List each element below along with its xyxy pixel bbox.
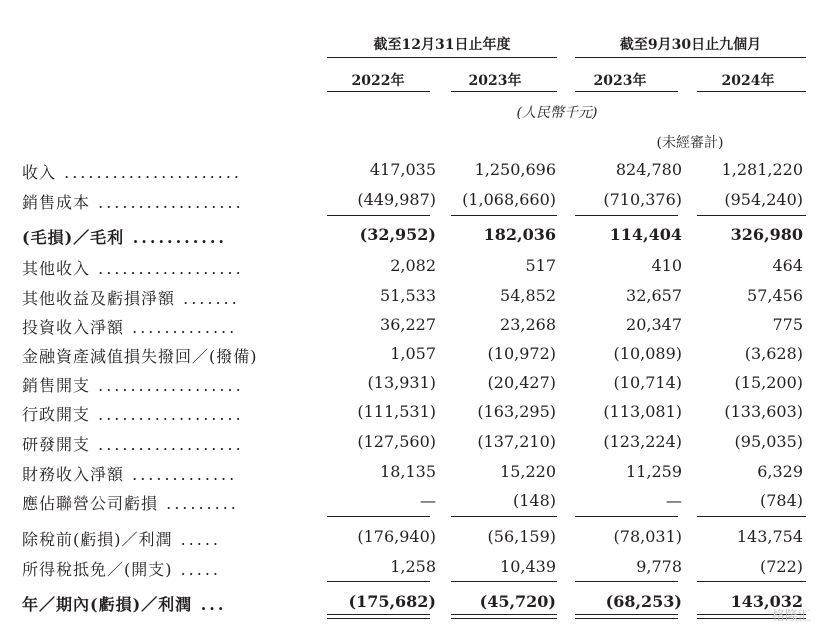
cell-value: 11,259 — [626, 462, 682, 481]
unaudited-note: (未經審計) — [656, 135, 724, 151]
cell-value: (148) — [512, 491, 556, 510]
subtotal-rule — [327, 215, 430, 216]
row-label-text: (毛損)／毛利 — [22, 228, 125, 247]
total-double-rule — [327, 618, 430, 619]
cell-value: 326,980 — [730, 225, 803, 244]
cell-value: 2,082 — [390, 256, 436, 275]
cell-value: 143,032 — [730, 592, 803, 611]
cell-value: 1,057 — [390, 344, 436, 363]
row-label-text: 研發開支 — [22, 435, 91, 454]
cell-value: (32,952) — [359, 225, 436, 244]
cell-value: (10,089) — [613, 344, 682, 363]
cell-value: 143,754 — [736, 527, 803, 546]
cell-value: 114,404 — [609, 225, 682, 244]
currency-unit: (人民幣千元) — [516, 105, 598, 121]
cell-value: (449,987) — [357, 190, 436, 209]
cell-value: 1,258 — [390, 557, 436, 576]
leader-dots: ........... — [124, 228, 227, 247]
subtotal-rule — [327, 581, 430, 582]
cell-value: (163,295) — [477, 402, 556, 421]
leader-dots: .................. — [90, 405, 244, 424]
total-double-rule — [575, 614, 678, 615]
row-label-text: 其他收益及虧損淨額 — [22, 289, 176, 308]
year-header: 2023年 — [593, 73, 647, 89]
row-label — [22, 592, 226, 615]
row-label — [22, 462, 237, 485]
row-label-text: 金融資產減值損失撥回／(撥備) — [22, 347, 258, 366]
leader-dots: ..... — [172, 530, 222, 549]
cell-value: 10,439 — [500, 557, 556, 576]
cell-value: 410 — [651, 256, 682, 275]
cell-value: 775 — [772, 315, 803, 334]
cell-value: (68,253) — [605, 592, 682, 611]
subtotal-rule — [451, 215, 557, 216]
watermark-text: 格隆汇 — [772, 609, 812, 624]
leader-dots: .................. — [90, 193, 244, 212]
subtotal-rule — [451, 516, 557, 517]
cell-value: (56,159) — [487, 527, 556, 546]
subtotal-rule — [575, 215, 678, 216]
row-label — [22, 286, 240, 309]
cell-value: 20,347 — [626, 315, 682, 334]
cell-value: 54,852 — [500, 286, 556, 305]
cell-value: (3,628) — [744, 344, 803, 363]
year-header: 2022年 — [351, 73, 405, 89]
row-label-text: 年／期內(虧損)／利潤 — [22, 595, 193, 614]
leader-dots: .................. — [90, 259, 244, 278]
row-label-text: 行政開支 — [22, 405, 91, 424]
leader-dots: .................. — [90, 376, 244, 395]
column-group-header: 截至9月30日止九個月 — [619, 37, 762, 53]
cell-value: (176,940) — [357, 527, 436, 546]
subtotal-rule — [575, 516, 678, 517]
cell-value: 1,250,696 — [474, 160, 556, 179]
leader-dots: ............. — [124, 465, 238, 484]
year-header-rule — [327, 91, 430, 92]
cell-value: — — [666, 491, 682, 510]
leader-dots: ..... — [172, 560, 222, 579]
cell-value: (10,972) — [487, 344, 556, 363]
row-label-text: 財務收入淨額 — [22, 465, 125, 484]
row-label-text: 應佔聯營公司虧損 — [22, 494, 159, 513]
cell-value: 517 — [525, 256, 556, 275]
subtotal-rule — [697, 215, 806, 216]
cell-value: (784) — [759, 491, 803, 510]
cell-value: (10,714) — [613, 373, 682, 392]
cell-value: 36,227 — [380, 315, 436, 334]
cell-value: (123,224) — [603, 432, 682, 451]
cell-value: 57,456 — [747, 286, 803, 305]
leader-dots: ......... — [158, 494, 239, 513]
leader-dots: ............. — [124, 318, 238, 337]
cell-value: 9,778 — [636, 557, 682, 576]
row-label-text: 其他收入 — [22, 259, 91, 278]
leader-dots: ....... — [175, 289, 240, 308]
row-label — [22, 527, 221, 550]
cell-value: 1,281,220 — [721, 160, 803, 179]
cell-value: (13,931) — [367, 373, 436, 392]
total-double-rule — [327, 614, 430, 615]
row-label — [22, 190, 244, 213]
cell-value: 51,533 — [380, 286, 436, 305]
year-header: 2024年 — [721, 73, 775, 89]
leader-dots: .................. — [90, 435, 244, 454]
row-label-text: 投資收入淨額 — [22, 318, 125, 337]
row-label — [22, 557, 221, 580]
row-label — [22, 344, 258, 367]
year-header-rule — [575, 91, 678, 92]
row-label — [22, 160, 242, 183]
row-label — [22, 491, 239, 514]
cell-value: 464 — [772, 256, 803, 275]
row-label-text: 所得稅抵免／(開支) — [22, 560, 173, 579]
cell-value: (113,081) — [603, 402, 682, 421]
total-double-rule — [451, 618, 557, 619]
cell-value: — — [420, 491, 436, 510]
row-label — [22, 225, 227, 248]
leader-dots: ...................... — [56, 163, 242, 182]
year-header-rule — [697, 91, 806, 92]
cell-value: (175,682) — [348, 592, 436, 611]
column-group-header: 截至12月31日止年度 — [373, 37, 511, 53]
subtotal-rule — [697, 581, 806, 582]
cell-value: 6,329 — [757, 462, 803, 481]
cell-value: (127,560) — [357, 432, 436, 451]
year-header: 2023年 — [468, 73, 522, 89]
row-label — [22, 373, 244, 396]
subtotal-rule — [451, 581, 557, 582]
leader-dots: ... — [192, 595, 227, 614]
group-header-rule — [327, 57, 557, 58]
cell-value: (710,376) — [603, 190, 682, 209]
cell-value: (78,031) — [613, 527, 682, 546]
total-double-rule — [451, 614, 557, 615]
cell-value: 32,657 — [626, 286, 682, 305]
cell-value: 15,220 — [500, 462, 556, 481]
subtotal-rule — [327, 516, 430, 517]
row-label-text: 銷售成本 — [22, 193, 91, 212]
row-label — [22, 315, 237, 338]
cell-value: (954,240) — [724, 190, 803, 209]
cell-value: 182,036 — [483, 225, 556, 244]
cell-value: (20,427) — [487, 373, 556, 392]
group-header-rule — [575, 57, 806, 58]
subtotal-rule — [697, 516, 806, 517]
row-label — [22, 256, 244, 279]
cell-value: 417,035 — [369, 160, 436, 179]
cell-value: (111,531) — [357, 402, 436, 421]
row-label-text: 銷售開支 — [22, 376, 91, 395]
cell-value: (722) — [759, 557, 803, 576]
row-label-text: 除稅前(虧損)／利潤 — [22, 530, 173, 549]
cell-value: (95,035) — [734, 432, 803, 451]
subtotal-rule — [575, 581, 678, 582]
year-header-rule — [451, 91, 557, 92]
row-label-text: 收入 — [22, 163, 57, 182]
total-double-rule — [575, 618, 678, 619]
row-label — [22, 432, 244, 455]
cell-value: (133,603) — [724, 402, 803, 421]
cell-value: (45,720) — [479, 592, 556, 611]
cell-value: 824,780 — [615, 160, 682, 179]
cell-value: (1,068,660) — [462, 190, 556, 209]
cell-value: 18,135 — [380, 462, 436, 481]
cell-value: (137,210) — [477, 432, 556, 451]
cell-value: 23,268 — [500, 315, 556, 334]
row-label — [22, 402, 244, 425]
cell-value: (15,200) — [734, 373, 803, 392]
